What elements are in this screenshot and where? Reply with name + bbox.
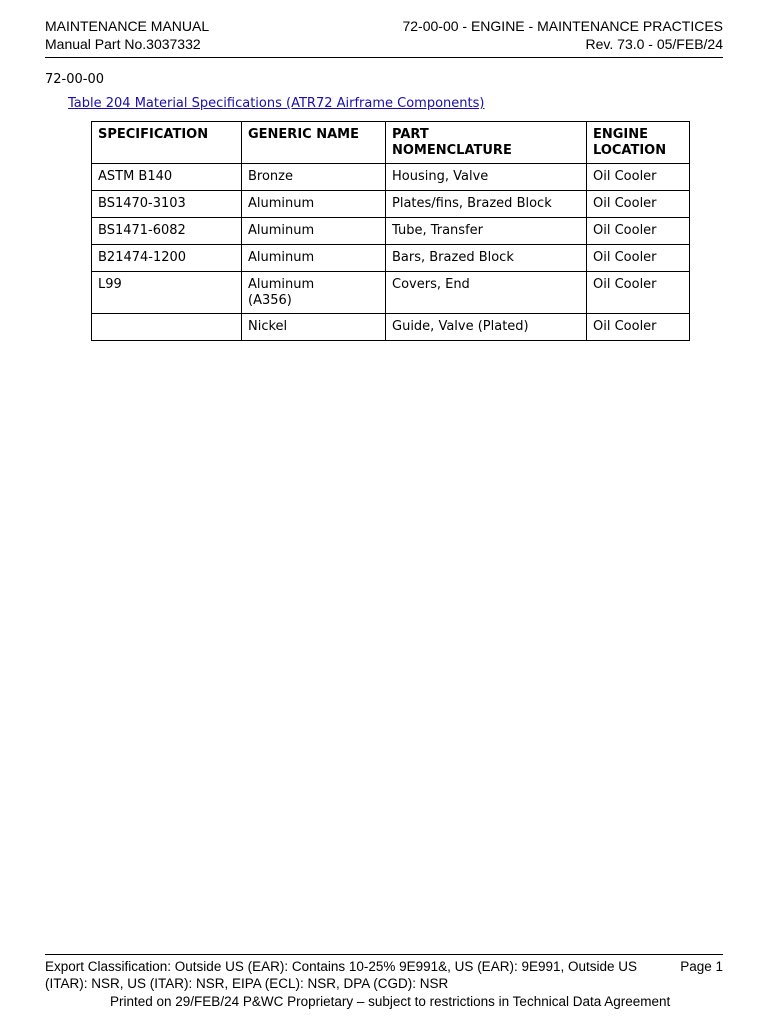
cell-engine-location: Oil Cooler bbox=[587, 245, 690, 272]
cell-generic-name: Nickel bbox=[242, 314, 386, 341]
cell-engine-location: Oil Cooler bbox=[587, 191, 690, 218]
material-specifications-table bbox=[91, 121, 690, 341]
header-right bbox=[402, 17, 723, 53]
chapter-title: 72-00-00 - ENGINE - MAINTENANCE PRACTICES bbox=[402, 18, 723, 34]
table-row bbox=[92, 314, 690, 341]
table-row bbox=[92, 218, 690, 245]
cell-generic-name: Aluminum bbox=[242, 218, 386, 245]
column-header-specification: SPECIFICATION bbox=[92, 122, 242, 164]
page-number: Page 1 bbox=[680, 959, 723, 974]
export-classification: Export Classification: Outside US (EAR): Contains 10-25% 9E991&, US (EAR): 9E991, Outside US (ITAR): NSR, US (ITAR): NSR, EIPA (ECL): NSR, DPA (CGD): NSR bbox=[45, 959, 638, 991]
table-row bbox=[92, 164, 690, 191]
manual-title: MAINTENANCE MANUAL bbox=[45, 18, 210, 34]
cell-generic-name: Aluminum bbox=[242, 245, 386, 272]
cell-engine-location: Oil Cooler bbox=[587, 218, 690, 245]
cell-specification bbox=[92, 314, 242, 341]
cell-specification: BS1470-3103 bbox=[92, 191, 242, 218]
revision-info: Rev. 73.0 - 05/FEB/24 bbox=[585, 36, 723, 52]
cell-generic-name: Aluminum (A356) bbox=[242, 272, 386, 314]
cell-part-nomenclature: Covers, End bbox=[386, 272, 587, 314]
table-row bbox=[92, 191, 690, 218]
cell-engine-location: Oil Cooler bbox=[587, 272, 690, 314]
table-row bbox=[92, 245, 690, 272]
cell-specification: ASTM B140 bbox=[92, 164, 242, 191]
column-header-generic-name: GENERIC NAME bbox=[242, 122, 386, 164]
cell-specification: L99 bbox=[92, 272, 242, 314]
page-header bbox=[45, 17, 723, 58]
cell-part-nomenclature: Plates/fins, Brazed Block bbox=[386, 191, 587, 218]
cell-part-nomenclature: Tube, Transfer bbox=[386, 218, 587, 245]
cell-specification: B21474-1200 bbox=[92, 245, 242, 272]
section-code: 72-00-00 bbox=[45, 72, 105, 87]
cell-generic-name: Aluminum bbox=[242, 191, 386, 218]
table-title-link[interactable]: Table 204 Material Specifications (ATR72 Airframe Components) bbox=[68, 96, 485, 111]
cell-part-nomenclature: Housing, Valve bbox=[386, 164, 587, 191]
printed-notice: Printed on 29/FEB/24 P&WC Proprietary – subject to restrictions in Technical Data Agreement bbox=[110, 994, 671, 1009]
column-header-engine-location: ENGINE LOCATION bbox=[587, 122, 690, 164]
cell-engine-location: Oil Cooler bbox=[587, 314, 690, 341]
table-header-row bbox=[92, 122, 690, 164]
manual-part-number: Manual Part No.3037332 bbox=[45, 36, 201, 52]
header-left bbox=[45, 17, 209, 53]
column-header-part-nomenclature: PART NOMENCLATURE bbox=[386, 122, 587, 164]
cell-specification: BS1471-6082 bbox=[92, 218, 242, 245]
cell-generic-name: Bronze bbox=[242, 164, 386, 191]
cell-part-nomenclature: Guide, Valve (Plated) bbox=[386, 314, 587, 341]
cell-part-nomenclature: Bars, Brazed Block bbox=[386, 245, 587, 272]
page-footer bbox=[45, 954, 723, 1009]
table-row bbox=[92, 272, 690, 314]
cell-engine-location: Oil Cooler bbox=[587, 164, 690, 191]
